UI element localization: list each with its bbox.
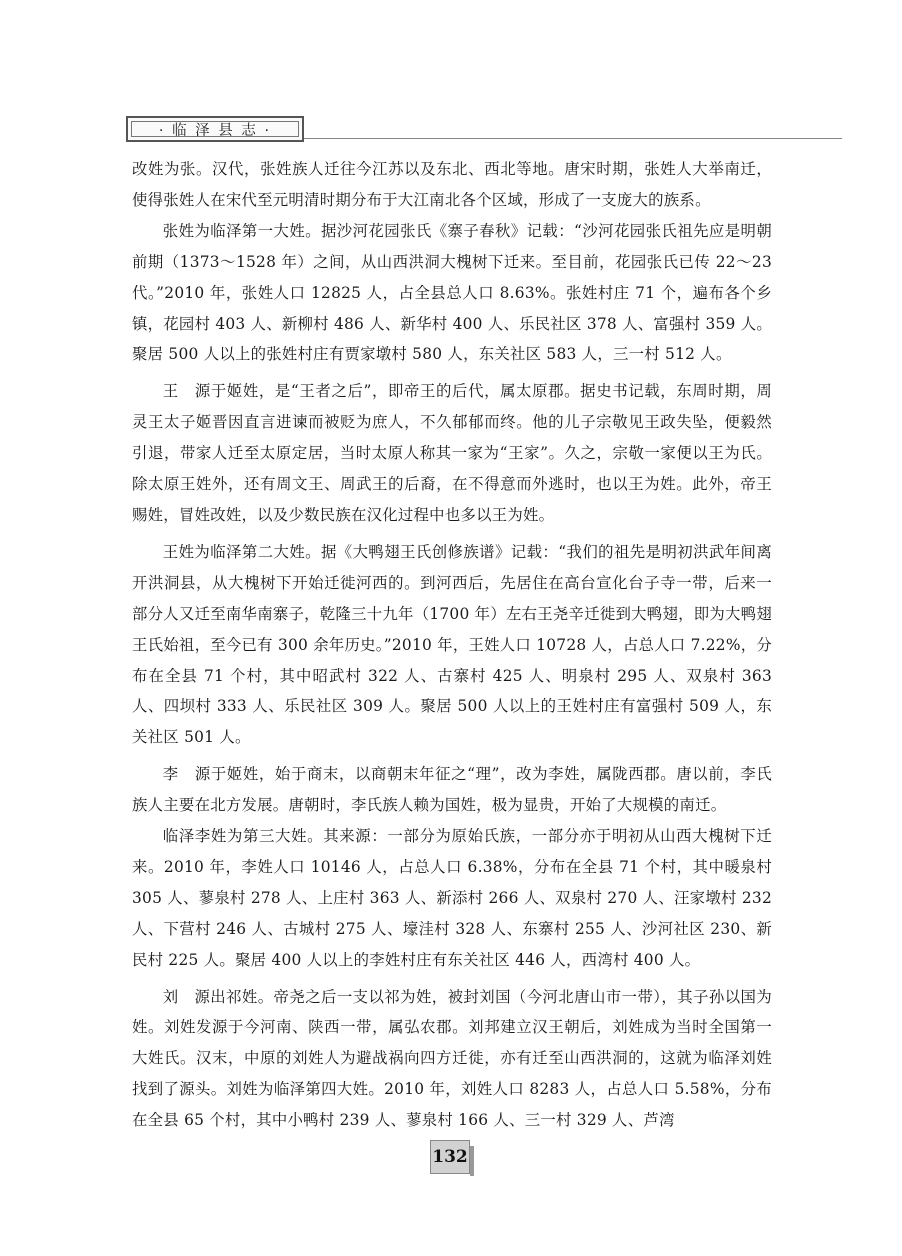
running-header [126,116,304,142]
paragraph-zhang-migration: 改姓为张。汉代，张姓族人迁往今江苏以及东北、西北等地。唐宋时期，张姓人大举南迁，使得张姓人在宋代至元明清时期分布于大江南北各个区域，形成了一支庞大的族系。 [132,160,772,209]
paragraph-zhang-linze: 张姓为临泽第一大姓。据沙河花园张氏《寨子春秋》记载：“沙河花园张氏祖先应是明朝前期（1373～1528 年）之间，从山西洪洞大槐树下迁来。至目前，花园张氏已传 22～23 代。”2010 年，张姓人口 12825 人，占全县总人口 8.63%。张姓村庄 71 个，遍布各个乡镇，花园村 403 人、新柳村 486 人、新华村 400 人、乐民社区 378 人、富强村 359 人。聚居 500 人以上的张姓村庄有贾家墩村 580 人，东关社区 583 人，三一村 512 人。 [132,221,772,364]
body-text [132,154,772,1136]
paragraph-wang-origin: 王 源于姬姓，是“王者之后”，即帝王的后代，属太原郡。据史书记载，东周时期，周灵王太子姬晋因直言进谏而被贬为庶人，不久郁郁而终。他的儿子宗敬见王政失坠，便毅然引退，带家人迁至太原定居，当时太原人称其一家为“王家”。久之，宗敬一家便以王为氏。除太原王姓外，还有周文王、周武王的后裔，在不得意而外逃时，也以王为姓。此外，帝王赐姓，冒姓改姓，以及少数民族在汉化过程中也多以王为姓。 [132,382,772,524]
paragraph-wang-linze: 王姓为临泽第二大姓。据《大鸭翅王氏创修族谱》记载：“我们的祖先是明初洪武年间离开洪洞县，从大槐树下开始迁徙河西的。到河西后，先居住在高台宣化台子寺一带，后来一部分人又迁至南华南寨子，乾隆三十九年（1700 年）左右王尧辛迁徙到大鸭翅，即为大鸭翅王氏始祖，至今已有 300 余年历史。”2010 年，王姓人口 10728 人，占总人口 7.22%，分布在全县 71 个村，其中昭武村 322 人、古寨村 425 人、明泉村 295 人、双泉村 363 人、四坝村 333 人、乐民社区 309 人。聚居 500 人以上的王姓村庄有富强村 509 人，东关社区 501 人。 [132,542,772,747]
page-number: 132 [430,1140,470,1174]
paragraph-li-linze: 临泽李姓为第三大姓。其来源：一部分为原始氏族，一部分亦于明初从山西大槐树下迁来。2010 年，李姓人口 10146 人，占总人口 6.38%，分布在全县 71 个村，其中暖泉村 305 人、蓼泉村 278 人、上庄村 363 人、新添村 266 人、双泉村 270 人、汪家墩村 232 人、下营村 246 人、古城村 275 人、壕洼村 328 人、东寨村 255 人、沙河社区 230、新民村 225 人。聚居 400 人以上的李姓村庄有东关社区 446 人，西湾村 400 人。 [132,827,772,969]
paragraph-li-origin: 李 源于姬姓，始于商末，以商朝末年征之“理”，改为李姓，属陇西郡。唐以前，李氏族人主要在北方发展。唐朝时，李氏族人赖为国姓，极为显贵，开始了大规模的南迁。 [132,765,772,815]
header-rule [304,138,842,139]
header-title: · 临 泽 县 志 · [158,122,272,139]
paragraph-liu-origin: 刘 源出祁姓。帝尧之后一支以祁为姓，被封刘国（今河北唐山市一带），其子孙以国为姓。刘姓发源于今河南、陕西一带，属弘农郡。刘邦建立汉王朝后，刘姓成为当时全国第一大姓氏。汉末，中原的刘姓人为避战祸向四方迁徙，亦有迁至山西洪洞的，这就为临泽刘姓找到了源头。刘姓为临泽第四大姓。2010 年，刘姓人口 8283 人，占总人口 5.58%，分布在全县 65 个村，其中小鸭村 239 人、蓼泉村 166 人、三一村 329 人、芦湾 [132,987,772,1130]
page-number-shadow [470,1146,474,1176]
